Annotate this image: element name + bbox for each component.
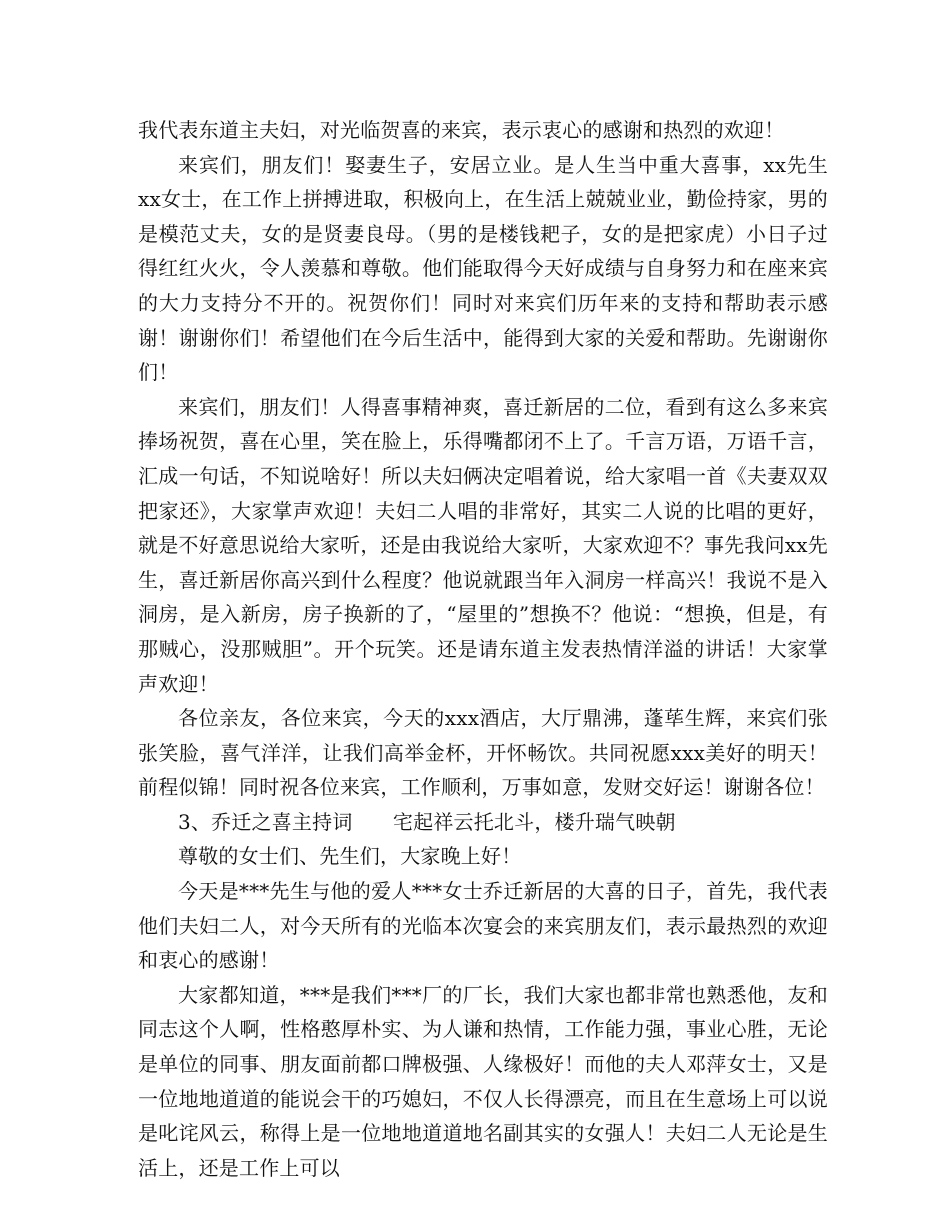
greeting-line: 尊敬的女士们、先生们，大家晚上好！: [178, 844, 522, 869]
paragraph-1: 我代表东道主夫妇，对光临贺喜的来宾，表示衷心的感谢和热烈的欢迎！: [138, 118, 785, 142]
section-heading: 3、乔迁之喜主持词 宅起祥云托北斗，楼升瑞气映朝: [178, 809, 676, 834]
paragraph-4: 各位亲友，各位来宾，今天的xxx酒店，大厅鼎沸，蓬荜生辉，来宾们张张笑脸，喜气洋洋，让我们高举金杯，开怀畅饮。共同祝愿xxx美好的明天！前程似锦！同时祝各位来宾，工作顺利，万事如意，发财交好运！谢谢各位！: [138, 706, 828, 800]
document-body: [138, 113, 828, 1185]
paragraph-3: 来宾们，朋友们！人得喜事精神爽，喜迁新居的二位，看到有这么多来宾捧场祝贺，喜在心里，笑在脸上，乐得嘴都闭不上了。千言万语，万语千言，汇成一句话，不知说啥好！所以夫妇俩决定唱着说，给大家唱一首《夫妻双双把家还》，大家掌声欢迎！夫妇二人唱的非常好，其实二人说的比唱的更好，就是不好意思说给大家听，还是由我说给大家听，大家欢迎不？事先我问xx先生，喜迁新居你高兴到什么程度？他说就跟当年入洞房一样高兴！我说不是入洞房，是入新房，房子换新的了，“屋里的”想换不？他说：“想换，但是，有那贼心，没那贼胆”。开个玩笑。还是请东道主发表热情洋溢的讲话！大家掌声欢迎！: [138, 394, 828, 696]
paragraph-2: 来宾们，朋友们！娶妻生子，安居立业。是人生当中重大喜事，xx先生xx女士，在工作上拼搏进取，积极向上，在生活上兢兢业业，勤俭持家，男的是模范丈夫，女的是贤妻良母。（男的是楼钱耙子，女的是把家虎）小日子过得红红火火，令人羡慕和尊敬。他们能取得今天好成绩与自身努力和在座来宾的大力支持分不开的。祝贺你们！同时对来宾们历年来的支持和帮助表示感谢！谢谢你们！希望他们在今后生活中，能得到大家的关爱和帮助。先谢谢你们！: [138, 152, 828, 385]
paragraph-7: 今天是***先生与他的爱人***女士乔迁新居的大喜的日子，首先，我代表他们夫妇二人，对今天所有的光临本次宴会的来宾朋友们，表示最热烈的欢迎和衷心的感谢！: [138, 879, 828, 973]
paragraph-8: 大家都知道，***是我们***厂的厂长，我们大家也都非常也熟悉他，友和同志这个人啊，性格憨厚朴实、为人谦和热情，工作能力强，事业心胜，无论是单位的同事、朋友面前都口牌极强、人缘极好！而他的夫人邓萍女士，又是一位地地道道的能说会干的巧媳妇，不仅人长得漂亮，而且在生意场上可以说是叱诧风云，称得上是一位地地道道地名副其实的女强人！夫妇二人无论是生活上，还是工作上可以: [138, 982, 828, 1180]
